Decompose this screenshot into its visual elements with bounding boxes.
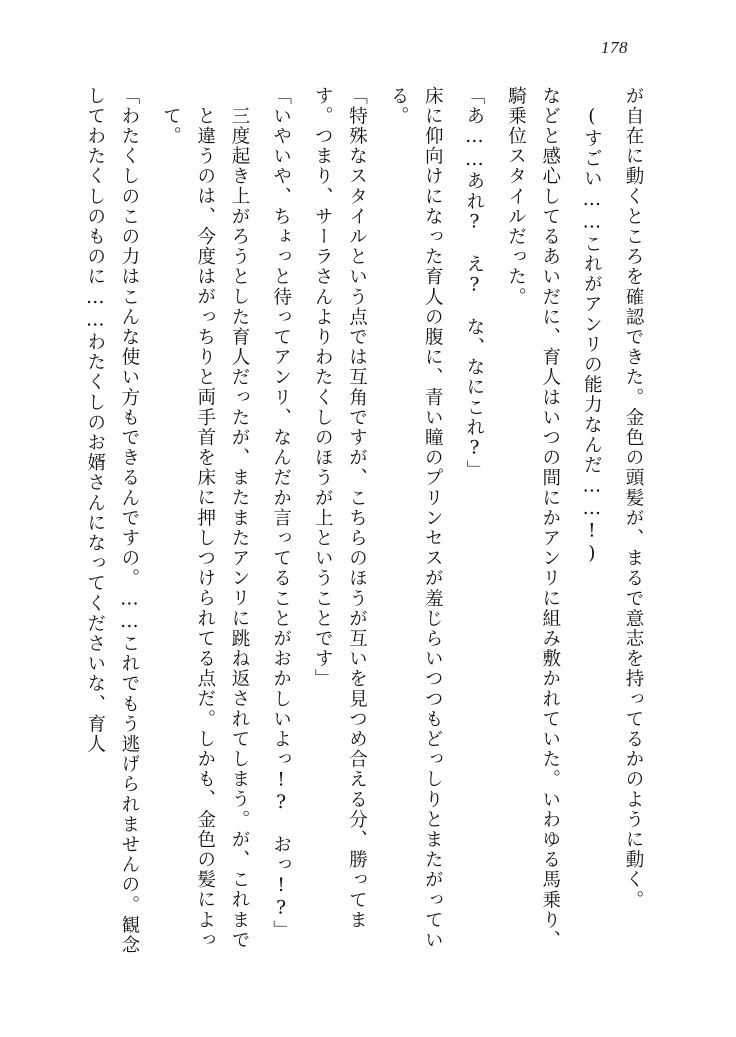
paragraph: 三度起き上がろうとした育人だったが、またまたアンリに跳ね返されてしまう。が、これまでと違うのは、今度はがっちりと両手首を床に押しつけられてる点だ。しかも、金色の髪によって。 bbox=[160, 106, 250, 951]
page-number: 178 bbox=[601, 38, 628, 57]
paragraph: 床に仰向けになった育人の腹に、青い瞳のプリンセスが羞じらいつつもどっしりとまたがっている。 bbox=[388, 86, 444, 951]
paragraph: 「あ……あれ? え? な、なにこれ?」 bbox=[463, 86, 485, 481]
paragraph: 「いやいや、ちょっと待ってアンリ、なんだか言ってることがおかしいよっ!? おっ!?」 bbox=[270, 86, 292, 941]
paragraph: 「特殊なスタイルという点では互角ですが、こちらのほうが互いを見つめ合える分、勝ってます。つまり、サーラさんよりわたくしのほうが上ということです」 bbox=[312, 86, 368, 931]
paragraph: が自在に動くところを確認できた。金色の頭髪が、まるで意志を持ってるかのように動く。 bbox=[623, 86, 644, 911]
paragraph: (すごい……これがアンリの能力なんだ……!) bbox=[581, 106, 603, 566]
paragraph: 「わたくしのこの力はこんな使い方もできるんですの。……これでもう逃げられませんの。観念してわたくしのものに……わたくしのお婿さんになってくださいな、育人 bbox=[84, 86, 140, 956]
paragraph: などと感心してるあいだに、育人はいつの間にかアンリに組み敷かれていた。いわゆる馬乗り、騎乗位スタイルだった。 bbox=[505, 86, 561, 951]
page-body-text bbox=[70, 86, 650, 966]
